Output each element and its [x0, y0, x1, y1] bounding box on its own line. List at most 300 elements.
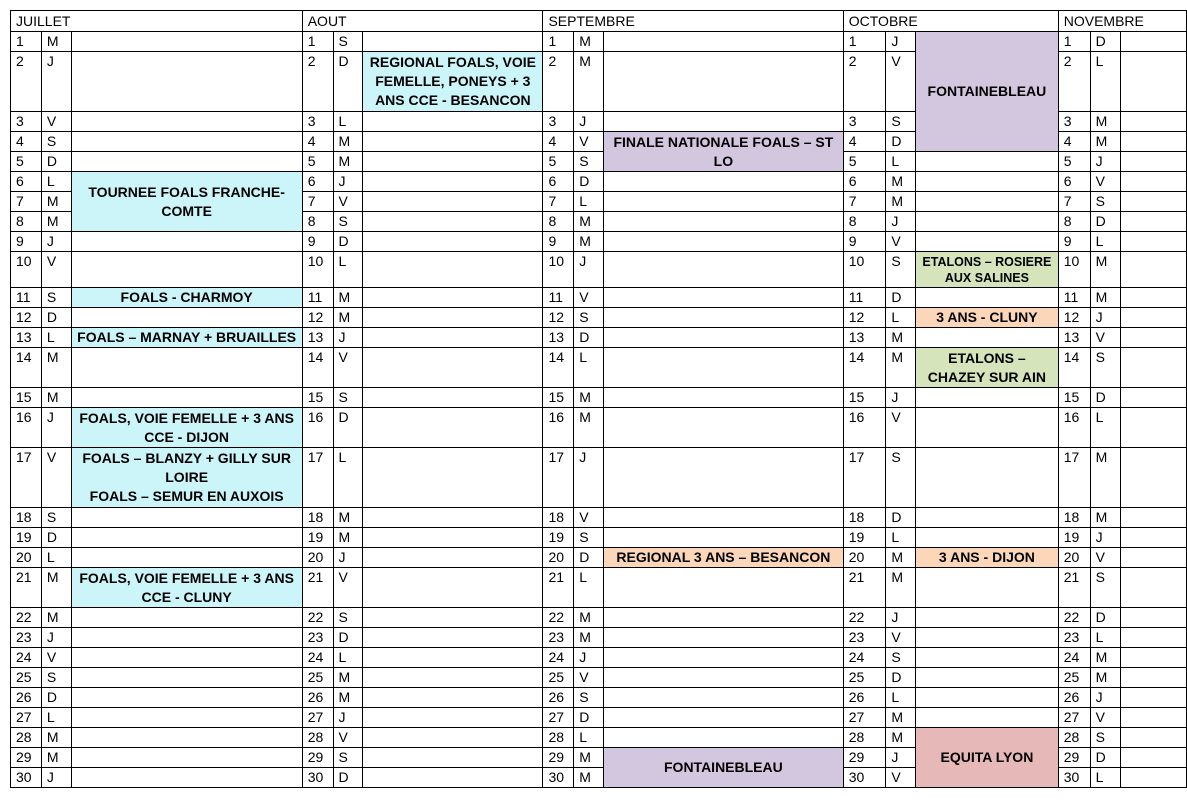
- weekday-letter: J: [574, 252, 604, 288]
- event-slot: [363, 408, 543, 448]
- day-row: [11, 388, 1187, 408]
- weekday-letter: M: [1090, 112, 1120, 132]
- event-cell[interactable]: [71, 448, 302, 508]
- day-number: 21: [543, 568, 574, 608]
- event-slot: [363, 668, 543, 688]
- weekday-letter: J: [333, 708, 363, 728]
- weekday-letter: J: [333, 172, 363, 192]
- day-number: 5: [11, 152, 42, 172]
- weekday-letter: L: [574, 568, 604, 608]
- day-number: 2: [1058, 52, 1090, 112]
- weekday-letter: D: [886, 668, 916, 688]
- event-slot: [916, 688, 1059, 708]
- event-cell[interactable]: [916, 728, 1059, 788]
- weekday-letter: L: [574, 348, 604, 388]
- day-number: 3: [302, 112, 333, 132]
- day-number: 19: [302, 528, 333, 548]
- event-label: FOALS – BLANZY + GILLY SUR LOIRE: [82, 450, 291, 485]
- event-slot: [71, 728, 302, 748]
- event-slot: [71, 608, 302, 628]
- day-number: 8: [543, 212, 574, 232]
- event-slot: [916, 288, 1059, 308]
- weekday-letter: S: [1090, 348, 1120, 388]
- day-number: 26: [843, 688, 886, 708]
- day-number: 12: [543, 308, 574, 328]
- weekday-letter: M: [574, 212, 604, 232]
- event-slot: [363, 628, 543, 648]
- day-number: 8: [1058, 212, 1090, 232]
- day-number: 22: [843, 608, 886, 628]
- weekday-letter: L: [1090, 768, 1120, 788]
- weekday-letter: V: [574, 132, 604, 152]
- day-number: 15: [543, 388, 574, 408]
- weekday-letter: V: [886, 232, 916, 252]
- day-number: 19: [1058, 528, 1090, 548]
- weekday-letter: M: [1090, 448, 1120, 508]
- weekday-letter: J: [886, 32, 916, 52]
- weekday-letter: S: [333, 608, 363, 628]
- day-number: 29: [11, 748, 42, 768]
- day-number: 28: [1058, 728, 1090, 748]
- event-slot: [1120, 252, 1187, 288]
- weekday-letter: M: [41, 568, 71, 608]
- event-slot: [1120, 668, 1187, 688]
- weekday-letter: M: [574, 408, 604, 448]
- day-number: 8: [843, 212, 886, 232]
- weekday-letter: L: [333, 112, 363, 132]
- weekday-letter: D: [1090, 608, 1120, 628]
- event-slot: [1120, 172, 1187, 192]
- day-number: 16: [843, 408, 886, 448]
- weekday-letter: J: [41, 628, 71, 648]
- event-slot: [916, 508, 1059, 528]
- day-number: 4: [843, 132, 886, 152]
- weekday-letter: V: [1090, 548, 1120, 568]
- weekday-letter: M: [1090, 508, 1120, 528]
- weekday-letter: S: [886, 648, 916, 668]
- weekday-letter: L: [886, 528, 916, 548]
- event-cell[interactable]: [71, 408, 302, 448]
- event-slot: [604, 308, 844, 328]
- event-slot: [604, 668, 844, 688]
- weekday-letter: D: [574, 328, 604, 348]
- day-number: 26: [302, 688, 333, 708]
- day-number: 22: [11, 608, 42, 628]
- event-slot: [1120, 408, 1187, 448]
- event-label: REGIONAL 3 ANS – BESANCON: [616, 549, 831, 565]
- weekday-letter: M: [574, 232, 604, 252]
- day-number: 29: [302, 748, 333, 768]
- weekday-letter: V: [333, 192, 363, 212]
- day-number: 10: [11, 252, 42, 288]
- weekday-letter: M: [1090, 132, 1120, 152]
- day-number: 27: [543, 708, 574, 728]
- weekday-letter: M: [41, 32, 71, 52]
- event-slot: [604, 172, 844, 192]
- day-number: 16: [1058, 408, 1090, 448]
- day-number: 6: [1058, 172, 1090, 192]
- event-slot: [604, 112, 844, 132]
- weekday-letter: S: [1090, 192, 1120, 212]
- event-slot: [71, 348, 302, 388]
- event-slot: [363, 232, 543, 252]
- day-number: 7: [843, 192, 886, 212]
- day-number: 5: [1058, 152, 1090, 172]
- day-row: [11, 308, 1187, 328]
- weekday-letter: S: [333, 212, 363, 232]
- day-number: 20: [843, 548, 886, 568]
- day-number: 21: [11, 568, 42, 608]
- weekday-letter: M: [41, 728, 71, 748]
- day-number: 14: [302, 348, 333, 388]
- event-slot: [604, 628, 844, 648]
- event-slot: [1120, 748, 1187, 768]
- weekday-letter: D: [333, 768, 363, 788]
- weekday-letter: J: [886, 748, 916, 768]
- event-slot: [1120, 132, 1187, 152]
- event-slot: [916, 448, 1059, 508]
- day-number: 25: [302, 668, 333, 688]
- weekday-letter: V: [41, 648, 71, 668]
- day-number: 19: [843, 528, 886, 548]
- event-slot: [1120, 608, 1187, 628]
- day-number: 30: [11, 768, 42, 788]
- event-slot: [604, 212, 844, 232]
- day-number: 22: [1058, 608, 1090, 628]
- event-slot: [71, 52, 302, 112]
- day-number: 22: [302, 608, 333, 628]
- event-slot: [1120, 348, 1187, 388]
- weekday-letter: M: [1090, 288, 1120, 308]
- day-number: 17: [843, 448, 886, 508]
- day-number: 17: [1058, 448, 1090, 508]
- day-row: [11, 32, 1187, 52]
- day-number: 21: [1058, 568, 1090, 608]
- event-cell[interactable]: [71, 172, 302, 232]
- day-number: 28: [543, 728, 574, 748]
- day-number: 8: [11, 212, 42, 232]
- day-number: 21: [302, 568, 333, 608]
- weekday-letter: L: [333, 648, 363, 668]
- day-number: 28: [11, 728, 42, 748]
- event-slot: [1120, 308, 1187, 328]
- day-number: 27: [302, 708, 333, 728]
- event-slot: [916, 388, 1059, 408]
- day-number: 13: [1058, 328, 1090, 348]
- day-number: 9: [11, 232, 42, 252]
- event-slot: [916, 568, 1059, 608]
- weekday-letter: L: [886, 152, 916, 172]
- weekday-letter: V: [886, 768, 916, 788]
- weekday-letter: V: [574, 288, 604, 308]
- day-number: 30: [843, 768, 886, 788]
- day-number: 18: [843, 508, 886, 528]
- day-number: 2: [11, 52, 42, 112]
- day-number: 27: [1058, 708, 1090, 728]
- day-number: 4: [543, 132, 574, 152]
- event-slot: [916, 628, 1059, 648]
- weekday-letter: J: [1090, 152, 1120, 172]
- event-slot: [1120, 508, 1187, 528]
- day-number: 19: [11, 528, 42, 548]
- day-number: 14: [543, 348, 574, 388]
- day-number: 15: [1058, 388, 1090, 408]
- event-cell[interactable]: [604, 748, 844, 788]
- event-cell[interactable]: [916, 32, 1059, 152]
- day-number: 1: [543, 32, 574, 52]
- event-slot: [916, 172, 1059, 192]
- event-label: FOALS, VOIE FEMELLE + 3 ANS CCE - DIJON: [79, 409, 294, 445]
- day-number: 5: [843, 152, 886, 172]
- event-slot: [1120, 548, 1187, 568]
- day-number: 26: [543, 688, 574, 708]
- day-number: 23: [543, 628, 574, 648]
- event-slot: [1120, 32, 1187, 52]
- day-row: [11, 608, 1187, 628]
- event-label: FOALS - CHARMOY: [120, 289, 253, 305]
- weekday-letter: L: [1090, 408, 1120, 448]
- weekday-letter: J: [333, 548, 363, 568]
- event-slot: [363, 32, 543, 52]
- event-cell[interactable]: [71, 288, 302, 308]
- month-header-row: [11, 11, 1187, 32]
- day-number: 26: [1058, 688, 1090, 708]
- weekday-letter: D: [886, 288, 916, 308]
- day-number: 28: [302, 728, 333, 748]
- weekday-letter: M: [333, 668, 363, 688]
- day-number: 13: [543, 328, 574, 348]
- event-cell[interactable]: [604, 548, 844, 568]
- month-header: JUILLET: [11, 11, 303, 32]
- weekday-letter: S: [333, 388, 363, 408]
- weekday-letter: S: [574, 308, 604, 328]
- weekday-letter: M: [41, 348, 71, 388]
- weekday-letter: L: [333, 448, 363, 508]
- event-label: FONTAINEBLEAU: [664, 759, 783, 775]
- weekday-letter: V: [886, 52, 916, 112]
- event-slot: [71, 708, 302, 728]
- day-number: 16: [543, 408, 574, 448]
- event-slot: [604, 708, 844, 728]
- day-row: [11, 172, 1187, 192]
- day-row: [11, 152, 1187, 172]
- weekday-letter: J: [886, 212, 916, 232]
- day-row: [11, 528, 1187, 548]
- event-slot: [363, 288, 543, 308]
- weekday-letter: J: [41, 232, 71, 252]
- day-number: 4: [1058, 132, 1090, 152]
- month-header: SEPTEMBRE: [543, 11, 843, 32]
- event-label: FONTAINEBLEAU: [927, 83, 1047, 99]
- event-slot: [71, 768, 302, 788]
- event-label: 3 ANS - CLUNY: [936, 309, 1038, 325]
- day-number: 19: [543, 528, 574, 548]
- event-slot: [363, 172, 543, 192]
- weekday-letter: J: [41, 408, 71, 448]
- weekday-letter: D: [41, 688, 71, 708]
- weekday-letter: S: [41, 288, 71, 308]
- event-slot: [604, 288, 844, 308]
- day-number: 6: [543, 172, 574, 192]
- day-number: 1: [11, 32, 42, 52]
- weekday-letter: L: [41, 548, 71, 568]
- event-slot: [363, 132, 543, 152]
- event-slot: [363, 608, 543, 628]
- event-label: FOALS, VOIE FEMELLE + 3 ANS CCE - CLUNY: [79, 569, 294, 605]
- day-number: 9: [843, 232, 886, 252]
- day-number: 29: [843, 748, 886, 768]
- event-label: REGIONAL FOALS, VOIE FEMELLE, PONEYS + 3 ANS CCE - BESANCON: [369, 54, 536, 108]
- event-slot: [604, 32, 844, 52]
- calendar-table: [10, 10, 1187, 788]
- weekday-letter: M: [574, 768, 604, 788]
- event-cell[interactable]: [604, 132, 844, 172]
- event-slot: [71, 688, 302, 708]
- day-row: [11, 688, 1187, 708]
- event-slot: [604, 252, 844, 288]
- day-row: [11, 328, 1187, 348]
- weekday-letter: S: [1090, 728, 1120, 748]
- event-slot: [71, 112, 302, 132]
- day-row: [11, 408, 1187, 448]
- event-slot: [604, 608, 844, 628]
- event-slot: [363, 448, 543, 508]
- event-slot: [71, 748, 302, 768]
- event-cell[interactable]: [916, 548, 1059, 568]
- month-header: AOUT: [302, 11, 543, 32]
- month-header: NOVEMBRE: [1058, 11, 1186, 32]
- event-slot: [604, 328, 844, 348]
- day-number: 26: [11, 688, 42, 708]
- weekday-letter: V: [1090, 172, 1120, 192]
- event-slot: [1120, 448, 1187, 508]
- event-slot: [71, 152, 302, 172]
- event-slot: [363, 388, 543, 408]
- day-number: 9: [302, 232, 333, 252]
- day-number: 17: [302, 448, 333, 508]
- event-cell[interactable]: [916, 308, 1059, 328]
- day-row: [11, 232, 1187, 252]
- weekday-letter: L: [886, 308, 916, 328]
- event-cell[interactable]: [916, 348, 1059, 388]
- event-cell[interactable]: [363, 52, 543, 112]
- weekday-letter: V: [1090, 708, 1120, 728]
- event-slot: [1120, 232, 1187, 252]
- event-slot: [1120, 768, 1187, 788]
- day-number: 17: [11, 448, 42, 508]
- event-label: EQUITA LYON: [940, 749, 1034, 765]
- day-row: [11, 548, 1187, 568]
- day-number: 25: [11, 668, 42, 688]
- event-slot: [604, 508, 844, 528]
- day-number: 11: [11, 288, 42, 308]
- day-number: 20: [1058, 548, 1090, 568]
- day-number: 4: [11, 132, 42, 152]
- day-row: [11, 728, 1187, 748]
- weekday-letter: S: [886, 252, 916, 288]
- weekday-letter: D: [41, 152, 71, 172]
- event-slot: [604, 388, 844, 408]
- day-number: 24: [11, 648, 42, 668]
- event-slot: [604, 192, 844, 212]
- weekday-letter: V: [333, 348, 363, 388]
- event-slot: [363, 508, 543, 528]
- day-number: 10: [302, 252, 333, 288]
- event-slot: [1120, 688, 1187, 708]
- weekday-letter: M: [886, 328, 916, 348]
- event-slot: [71, 668, 302, 688]
- day-number: 11: [543, 288, 574, 308]
- event-cell[interactable]: [916, 252, 1059, 288]
- event-cell[interactable]: [71, 328, 302, 348]
- weekday-letter: D: [333, 232, 363, 252]
- event-slot: [1120, 192, 1187, 212]
- event-slot: [1120, 52, 1187, 112]
- event-slot: [1120, 388, 1187, 408]
- weekday-letter: V: [574, 668, 604, 688]
- day-number: 2: [302, 52, 333, 112]
- day-number: 10: [1058, 252, 1090, 288]
- day-number: 3: [843, 112, 886, 132]
- event-slot: [1120, 628, 1187, 648]
- weekday-letter: J: [574, 648, 604, 668]
- day-number: 22: [543, 608, 574, 628]
- day-number: 11: [302, 288, 333, 308]
- event-slot: [363, 528, 543, 548]
- day-number: 7: [11, 192, 42, 212]
- day-number: 3: [543, 112, 574, 132]
- weekday-letter: S: [574, 152, 604, 172]
- weekday-letter: L: [574, 728, 604, 748]
- weekday-letter: S: [574, 688, 604, 708]
- event-slot: [363, 648, 543, 668]
- event-slot: [604, 232, 844, 252]
- day-row: [11, 708, 1187, 728]
- day-number: 7: [302, 192, 333, 212]
- event-label: ETALONS – ROSIERE AUX SALINES: [922, 254, 1052, 285]
- weekday-letter: D: [1090, 32, 1120, 52]
- event-slot: [1120, 328, 1187, 348]
- weekday-letter: J: [886, 608, 916, 628]
- weekday-letter: L: [41, 328, 71, 348]
- event-cell[interactable]: [71, 568, 302, 608]
- weekday-letter: D: [333, 52, 363, 112]
- weekday-letter: M: [574, 52, 604, 112]
- event-slot: [916, 192, 1059, 212]
- day-number: 29: [1058, 748, 1090, 768]
- day-number: 5: [302, 152, 333, 172]
- event-slot: [363, 708, 543, 728]
- day-row: [11, 448, 1187, 508]
- day-number: 4: [302, 132, 333, 152]
- event-slot: [363, 748, 543, 768]
- day-number: 3: [1058, 112, 1090, 132]
- day-number: 10: [843, 252, 886, 288]
- event-slot: [1120, 568, 1187, 608]
- day-number: 16: [302, 408, 333, 448]
- day-number: 6: [302, 172, 333, 192]
- weekday-letter: M: [574, 32, 604, 52]
- weekday-letter: J: [1090, 528, 1120, 548]
- weekday-letter: M: [41, 608, 71, 628]
- event-slot: [916, 232, 1059, 252]
- weekday-letter: M: [333, 508, 363, 528]
- weekday-letter: M: [574, 608, 604, 628]
- event-slot: [71, 388, 302, 408]
- event-slot: [916, 668, 1059, 688]
- day-number: 12: [302, 308, 333, 328]
- weekday-letter: J: [574, 112, 604, 132]
